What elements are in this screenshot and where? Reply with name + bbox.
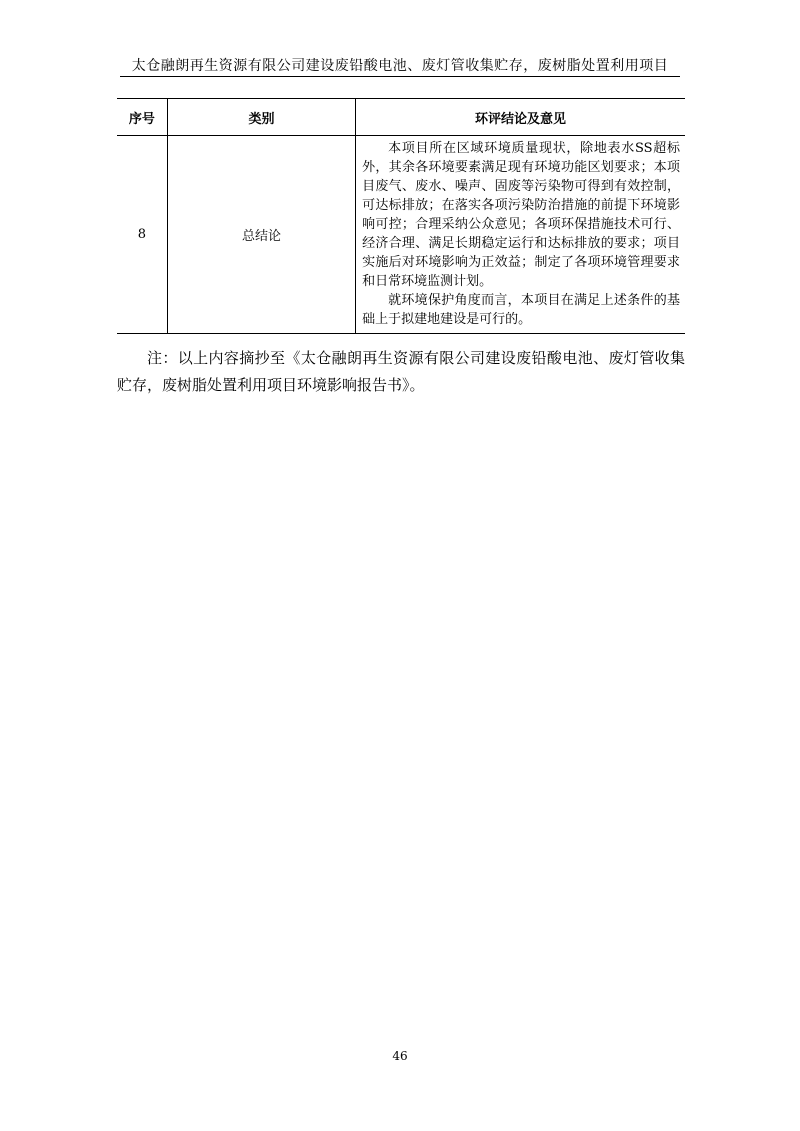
- row-category: 总结论: [167, 136, 355, 334]
- page-number: 46: [392, 1049, 408, 1063]
- column-header-conclusion: 环评结论及意见: [356, 99, 685, 136]
- conclusion-table: [117, 98, 685, 334]
- row-conclusion: [356, 136, 685, 334]
- page-header: 太仓融朗再生资源有限公司建设废铅酸电池、废灯管收集贮存，废树脂处置利用项目: [131, 58, 669, 74]
- conclusion-paragraph-1: 本项目所在区域环境质量现状，除地表水SS超标外，其余各环境要素满足现有环境功能区划要求；本项目废气、废水、噪声、固废等污染物可得到有效控制，可达标排放；在落实各项污染防治措施的前提下环境影响可控；合理采纳公众意见；各项环保措施技术可行、经济合理、满足长期稳定运行和达标排放的要求；项目实施后对环境影响为正效益；制定了各项环境管理要求和日常环境监测计划。: [362, 141, 680, 289]
- column-header-number: 序号: [117, 99, 167, 136]
- table-header-row: [117, 99, 685, 136]
- source-note: 注：以上内容摘抄至《太仓融朗再生资源有限公司建设废铅酸电池、废灯管收集贮存，废树脂处置利用项目环境影响报告书》。: [117, 349, 685, 394]
- table-row: [117, 136, 685, 334]
- header-rule: [120, 76, 680, 77]
- column-header-category: 类别: [167, 99, 355, 136]
- conclusion-paragraph-2: 就环境保护角度而言，本项目在满足上述条件的基础上于拟建地建设是可行的。: [362, 293, 680, 327]
- row-number: 8: [117, 136, 167, 334]
